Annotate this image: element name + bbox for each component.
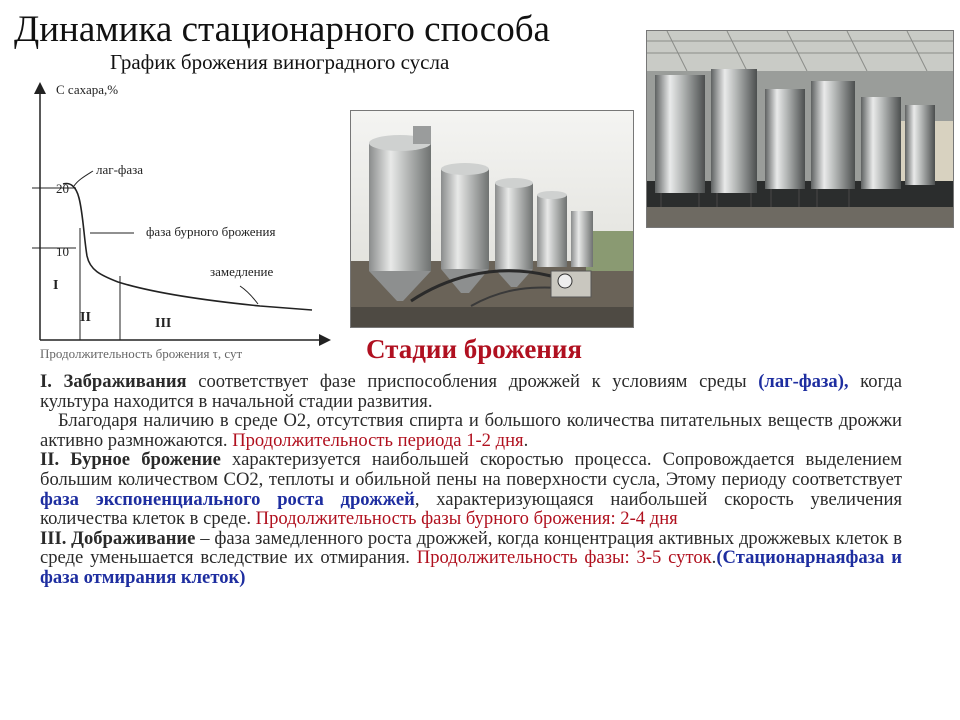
stage-3-heading: III. Дображивание [40, 527, 196, 549]
stage-2-paragraph [40, 450, 902, 528]
fermentation-tanks-indoor-icon [647, 31, 953, 227]
stage-3-paragraph [40, 529, 902, 588]
stage-1-duration: Продолжительность периода 1-2 дня [232, 429, 524, 451]
x-axis-label: Продолжительность брожения τ, сут [40, 346, 243, 361]
zone-3-label: III [155, 316, 172, 331]
stage-1-heading: I. Забраживания [40, 371, 187, 392]
stage-2-heading: II. Бурное брожение [40, 449, 221, 471]
sugar-curve [63, 184, 312, 310]
stage-3-text-a: – фаза замедленного роста дрожжей, когда концентрация активных дрожжевых клеток в среде уменьшается вследствие их отмирания. [40, 527, 902, 569]
lag-phase-term: (лаг-фаза), [758, 371, 849, 392]
tick-20-label: 20 [56, 181, 69, 196]
y-axis-label: С сахара,% [56, 82, 119, 97]
stage-1-text-a: соответствует фазе приспособления дрожжей к условиям среды [186, 371, 759, 392]
exponential-phase-term: фаза экспоненциального роста дрожжей [40, 488, 415, 510]
stages-description [40, 372, 902, 588]
fermentation-tanks-outdoor-icon [351, 111, 633, 327]
zone-1-label: I [53, 278, 59, 293]
fermentation-tanks-outdoor-photo [350, 110, 634, 328]
stage-2-text-a: характеризуется наибольшей скоростью процесса. Сопровождается выделением большим количеством СО2, теплоты и обильной пены на поверхности сусла, Этому периоду соответствует [40, 449, 902, 490]
fermentation-graph [30, 78, 350, 368]
stage-1-paragraph [40, 372, 902, 411]
stage-3-duration: Продолжительность фазы: 3-5 суток [416, 547, 712, 569]
active-phase-label: фаза бурного брожения [146, 224, 276, 239]
slow-leader [240, 286, 258, 304]
lag-phase-label: лаг-фаза [96, 162, 144, 177]
stage-1-details-text: Благодаря наличию в среде О2, отсутствия спирта и большого количества питательных веществ дрожжи активно размножаются. [40, 410, 902, 451]
stage-1-dot: . [523, 429, 529, 451]
stage-1-details [40, 411, 902, 450]
stage-3-text-b: . [711, 547, 717, 569]
slowdown-label: замедление [210, 264, 274, 279]
fermentation-tanks-indoor-photo [646, 30, 954, 228]
slide-subtitle: График брожения виноградного сусла [110, 50, 450, 74]
stationary-phase-term: (Стационарнаяфаза и фаза отмирания клеток) [40, 547, 902, 588]
tick-10-label: 10 [56, 244, 69, 259]
stage-2-text-b: , характеризующаяся наибольшей скорость увеличения количества клеток в среде. [40, 488, 902, 530]
graph-canvas [30, 78, 350, 368]
zone-2-label: II [80, 310, 91, 325]
stages-title: Стадии брожения [366, 334, 583, 364]
slide-title: Динамика стационарного способа [14, 9, 550, 50]
lag-leader [74, 171, 93, 186]
stage-2-duration: Продолжительность фазы бурного брожения: 2-4 дня [255, 508, 678, 530]
stage-1-text-b: когда культура находится в начальной стадии развития. [40, 371, 902, 412]
